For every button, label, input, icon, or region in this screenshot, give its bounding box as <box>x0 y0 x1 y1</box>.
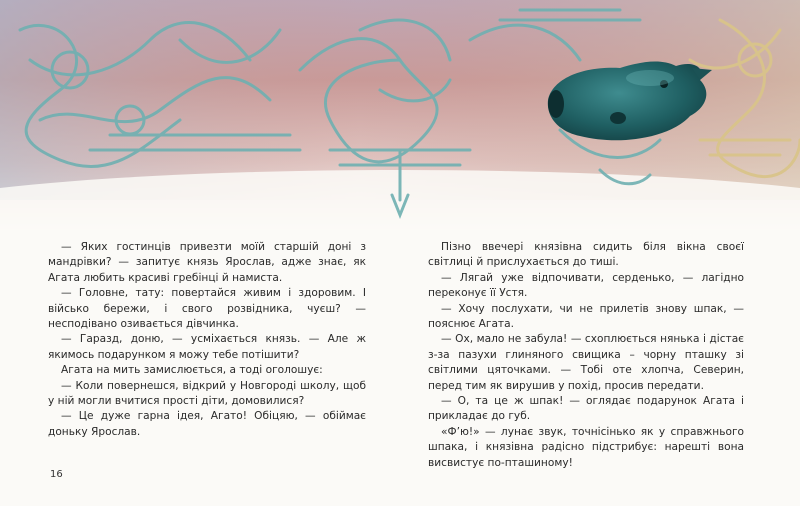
paragraph: Агата на мить замислюється, а тоді оголошує: <box>61 364 323 377</box>
paragraph: — Хочу послухати, чи не прилетів знову шпак, — пояснює Агата. <box>428 302 744 331</box>
paragraph: — О, та це ж шпак! — оглядає подарунок Агата і прикладає до губ. <box>428 395 744 423</box>
header-illustration <box>0 0 800 230</box>
paragraph: «Фʼю!» — лунає звук, точнісінько як у справжнього шпака, і князівна радісно підстрибує: нарешті вона висвистує по-пташиному! <box>428 425 744 469</box>
paragraph: — Яких гостинців привезти моїй старшій доні з мандрівки? — запитує князь Ярослав, адже знає, як Агата любить красиві гребінці й намиста. <box>48 241 366 284</box>
right-text-column <box>428 240 744 471</box>
paragraph: — Коли повернешся, відкрий у Новгороді школу, щоб у ній могли вчитися прості діти, домовилися? <box>48 379 366 408</box>
page-number: 16 <box>50 469 63 480</box>
paragraph: Пізно ввечері князівна сидить біля вікна своєї світлиці й прислухається до тиші. <box>428 241 744 269</box>
paragraph: — Головне, тату: повертайся живим і здоровим. І військо бережи, і свого розвідника, чуєш? — несподівано озивається дівчинка. <box>48 287 366 331</box>
paragraph: — Це дуже гарна ідея, Агато! Обіцяю, — обіймає доньку Ярослав. <box>48 410 366 438</box>
paragraph: — Ох, мало не забула! — схоплюється нянька і дістає з-за пазухи глиняного свищика – чорну пташку зі світлими цяточками. — Тобі оте хлопча, Северин, перед тим як вирушив у похід, просив передати. <box>428 333 744 392</box>
paragraph: — Гаразд, доню, — усміхається князь. — Але ж якимось подарунком я можу тебе потішити? <box>48 333 366 361</box>
left-text-column <box>48 240 366 440</box>
paragraph: — Лягай уже відпочивати, серденько, — лагідно переконує її Устя. <box>428 271 744 300</box>
celtic-knot-artwork <box>0 0 800 230</box>
